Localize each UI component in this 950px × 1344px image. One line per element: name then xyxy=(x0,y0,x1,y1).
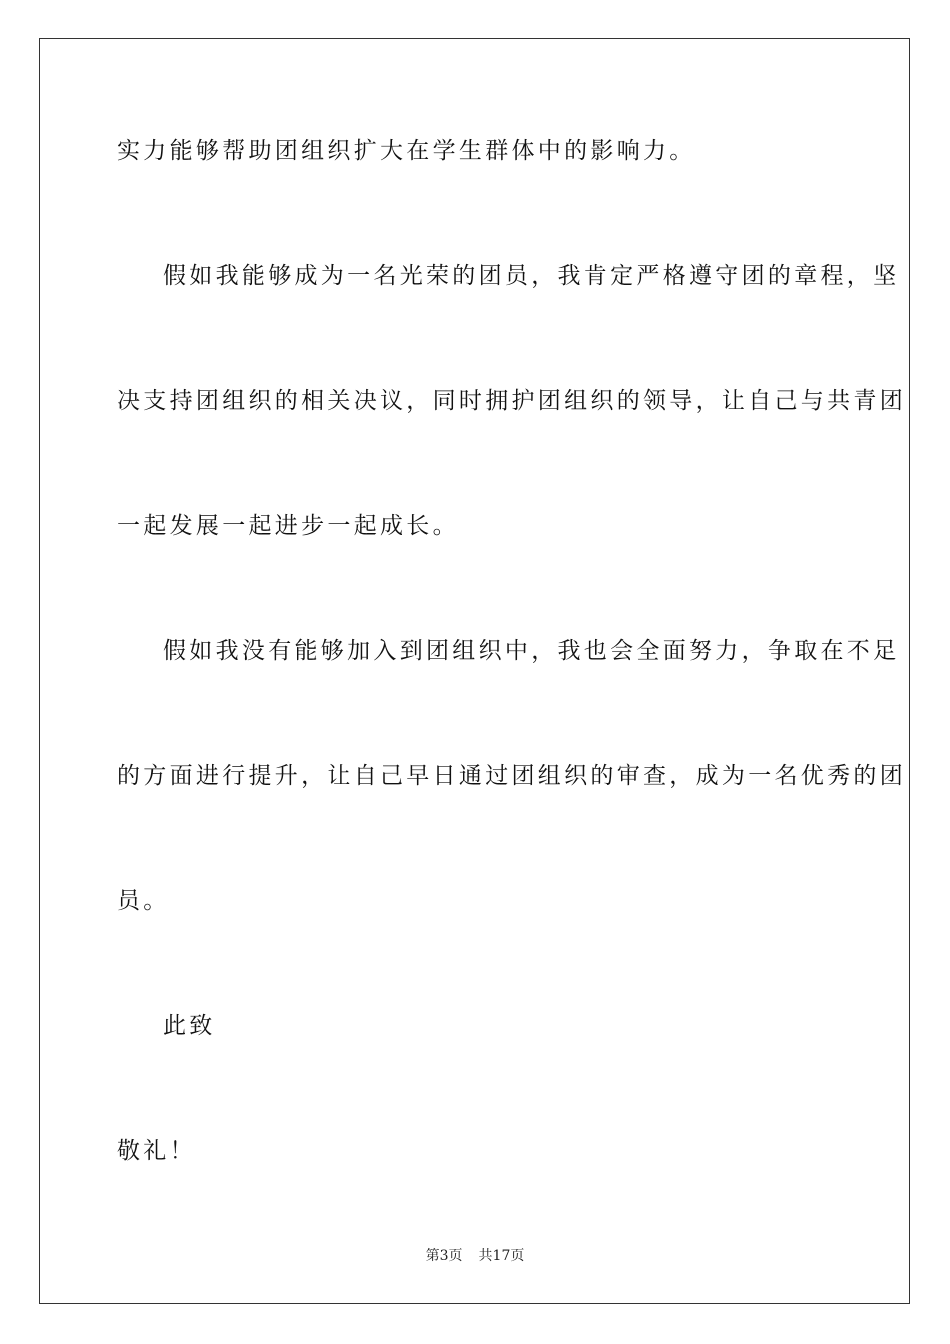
page-frame xyxy=(39,38,910,1304)
text-line: 一起发展一起进步一起成长。 xyxy=(117,513,459,539)
text-line: 实力能够帮助团组织扩大在学生群体中的影响力。 xyxy=(117,138,696,164)
page-total: 共17页 xyxy=(478,1248,525,1264)
paragraph-start-line: 假如我没有能够加入到团组织中，我也会全面努力，争取在不足 xyxy=(163,638,900,664)
text-line: 决支持团组织的相关决议，同时拥护团组织的领导，让自己与共青团 xyxy=(117,388,906,414)
closing-regards: 敬礼！ xyxy=(117,1138,196,1164)
paragraph-start-line: 假如我能够成为一名光荣的团员，我肯定严格遵守团的章程，坚 xyxy=(163,263,900,289)
text-line: 员。 xyxy=(117,888,170,914)
page-footer xyxy=(0,1246,950,1266)
text-line: 的方面进行提升，让自己早日通过团组织的审查，成为一名优秀的团 xyxy=(117,763,906,789)
closing-salutation: 此致 xyxy=(163,1013,216,1039)
page-number: 第3页 xyxy=(425,1248,463,1264)
